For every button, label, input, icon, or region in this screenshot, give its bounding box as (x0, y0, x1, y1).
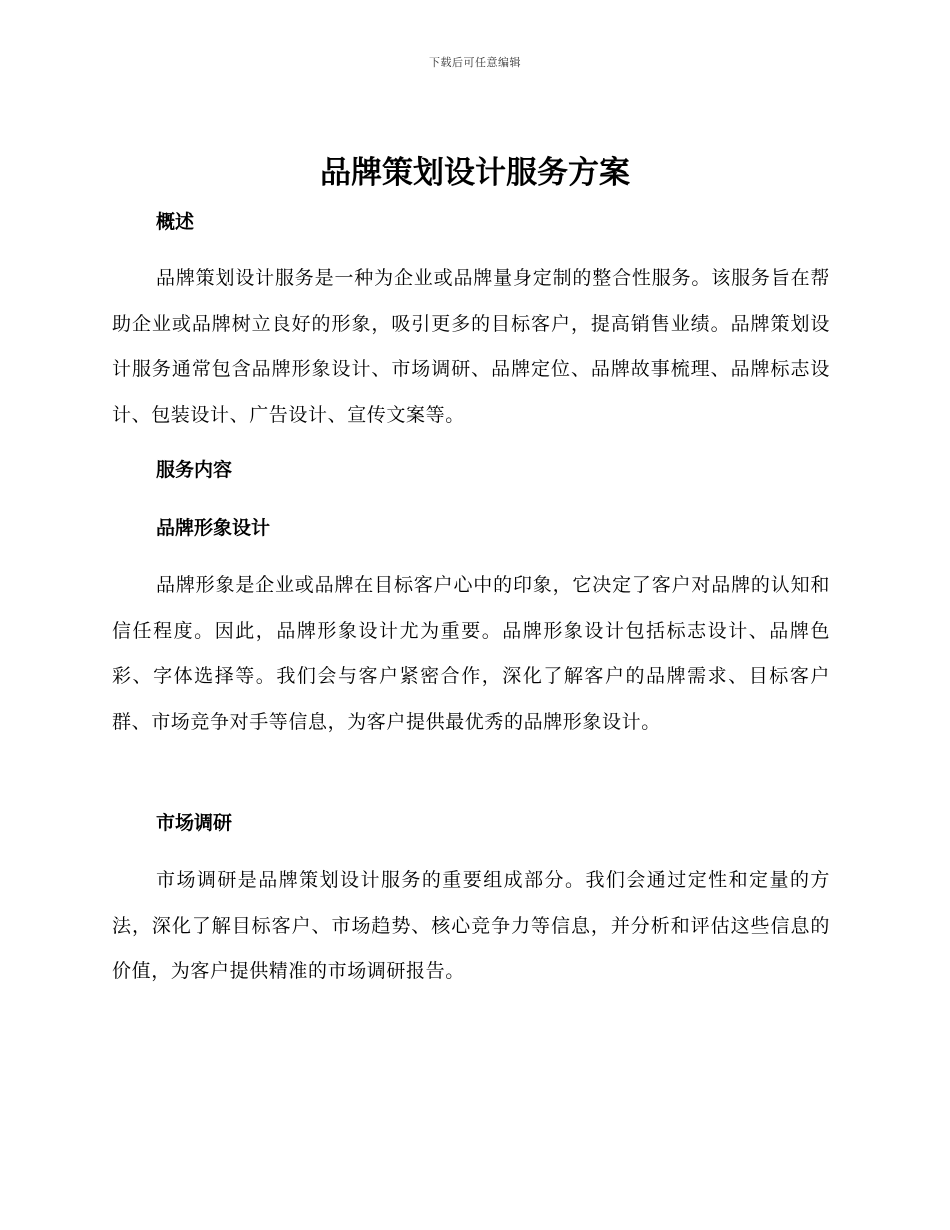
heading-service-content: 服务内容 (156, 459, 233, 481)
heading-brand-image: 品牌形象设计 (156, 517, 271, 539)
document-title: 品牌策划设计服务方案 (320, 155, 630, 191)
heading-market-research: 市场调研 (156, 812, 233, 834)
paragraph-overview: 品牌策划设计服务是一种为企业或品牌量身定制的整合性服务。该服务旨在帮助企业或品牌树立良好的形象，吸引更多的目标客户，提高销售业绩。品牌策划设计服务通常包含品牌形象设计、市场调研、品牌定位、品牌故事梳理、品牌标志设计、包装设计、广告设计、宣传文案等。 (112, 267, 830, 426)
paragraph-brand-image: 品牌形象是企业或品牌在目标客户心中的印象，它决定了客户对品牌的认知和信任程度。因此，品牌形象设计尤为重要。品牌形象设计包括标志设计、品牌色彩、字体选择等。我们会与客户紧密合作，深化了解客户的品牌需求、目标客户群、市场竞争对手等信息，为客户提供最优秀的品牌形象设计。 (112, 574, 830, 733)
paragraph-market-research: 市场调研是品牌策划设计服务的重要组成部分。我们会通过定性和定量的方法，深化了解目标客户、市场趋势、核心竞争力等信息，并分析和评估这些信息的价值，为客户提供精准的市场调研报告。 (112, 869, 830, 982)
header-note: 下载后可任意编辑 (429, 56, 521, 69)
heading-overview: 概述 (156, 211, 195, 233)
